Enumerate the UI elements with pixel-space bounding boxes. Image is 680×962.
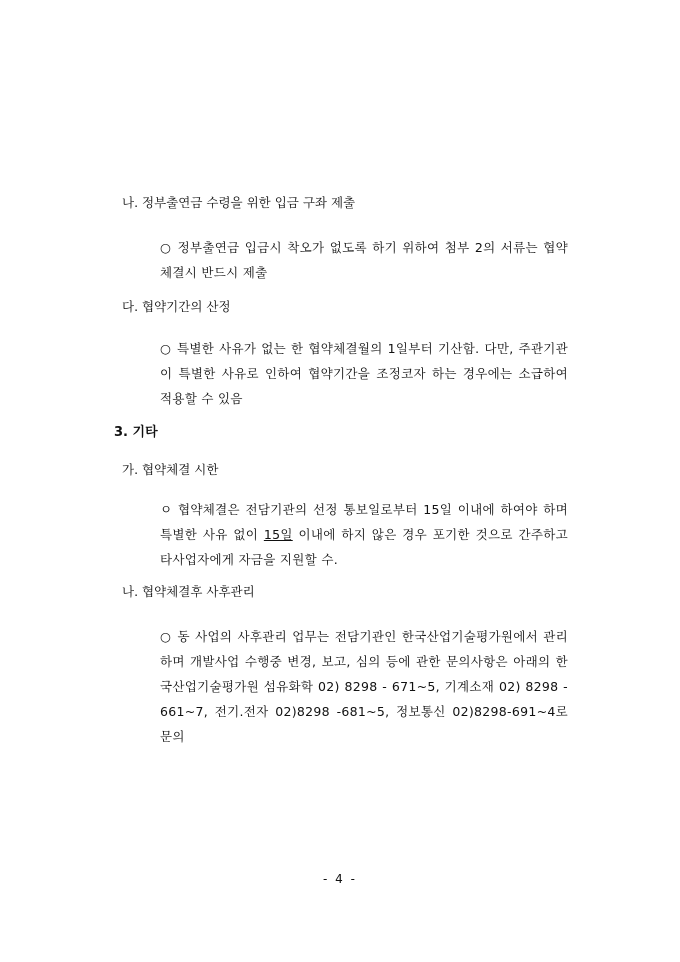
section-ga-bullet-text-2: 이내에 하지 않은 경우 포기한 것으로 간주하고 타사업자에게 자금을 지원할 수. bbox=[160, 527, 569, 567]
section-ga-heading: 가. 협약체결 시한 bbox=[122, 462, 219, 477]
section-ga-bullet-text-1: ㅇ 협약체결은 전담기관의 선정 통보일로부터 15일 이내에 하여야 하며 특별한 사유 없이 bbox=[160, 502, 568, 542]
section-3-heading: 3. 기타 bbox=[114, 425, 158, 440]
section-ga-bullet-underlined: 15일 bbox=[263, 527, 293, 542]
section-da-heading: 다. 협약기간의 산정 bbox=[122, 299, 231, 314]
section-da-bullet: ○ 특별한 사유가 없는 한 협약체결월의 1일부터 기산함. 다만, 주관기관이 특별한 사유로 인하여 협약기간을 조정코자 하는 경우에는 소급하여 적용할 수 있음 bbox=[160, 341, 568, 406]
section-ga-bullet bbox=[160, 497, 568, 572]
section-na-1-bullet: ○ 정부출연금 입금시 착오가 없도록 하기 위하여 첨부 2의 서류는 협약 체결시 반드시 제출 bbox=[160, 240, 568, 280]
section-na-2-bullet: ○ 동 사업의 사후관리 업무는 전담기관인 한국산업기술평가원에서 관리하며 개발사업 수행중 변경, 보고, 심의 등에 관한 문의사항은 아래의 한국산업기술평가원 섬유화학 02) 8298 - 671~5, 기계소재 02) 8298 - 661~7, 전기.전자 02)8298 -681~5, 정보통신 02)8298-691~4로 문의 bbox=[160, 629, 568, 744]
page-number: - 4 - bbox=[323, 872, 357, 886]
section-na-2-heading: 나. 협약체결후 사후관리 bbox=[122, 584, 255, 599]
section-na-1-heading: 나. 정부출연금 수령을 위한 입금 구좌 제출 bbox=[122, 195, 356, 210]
